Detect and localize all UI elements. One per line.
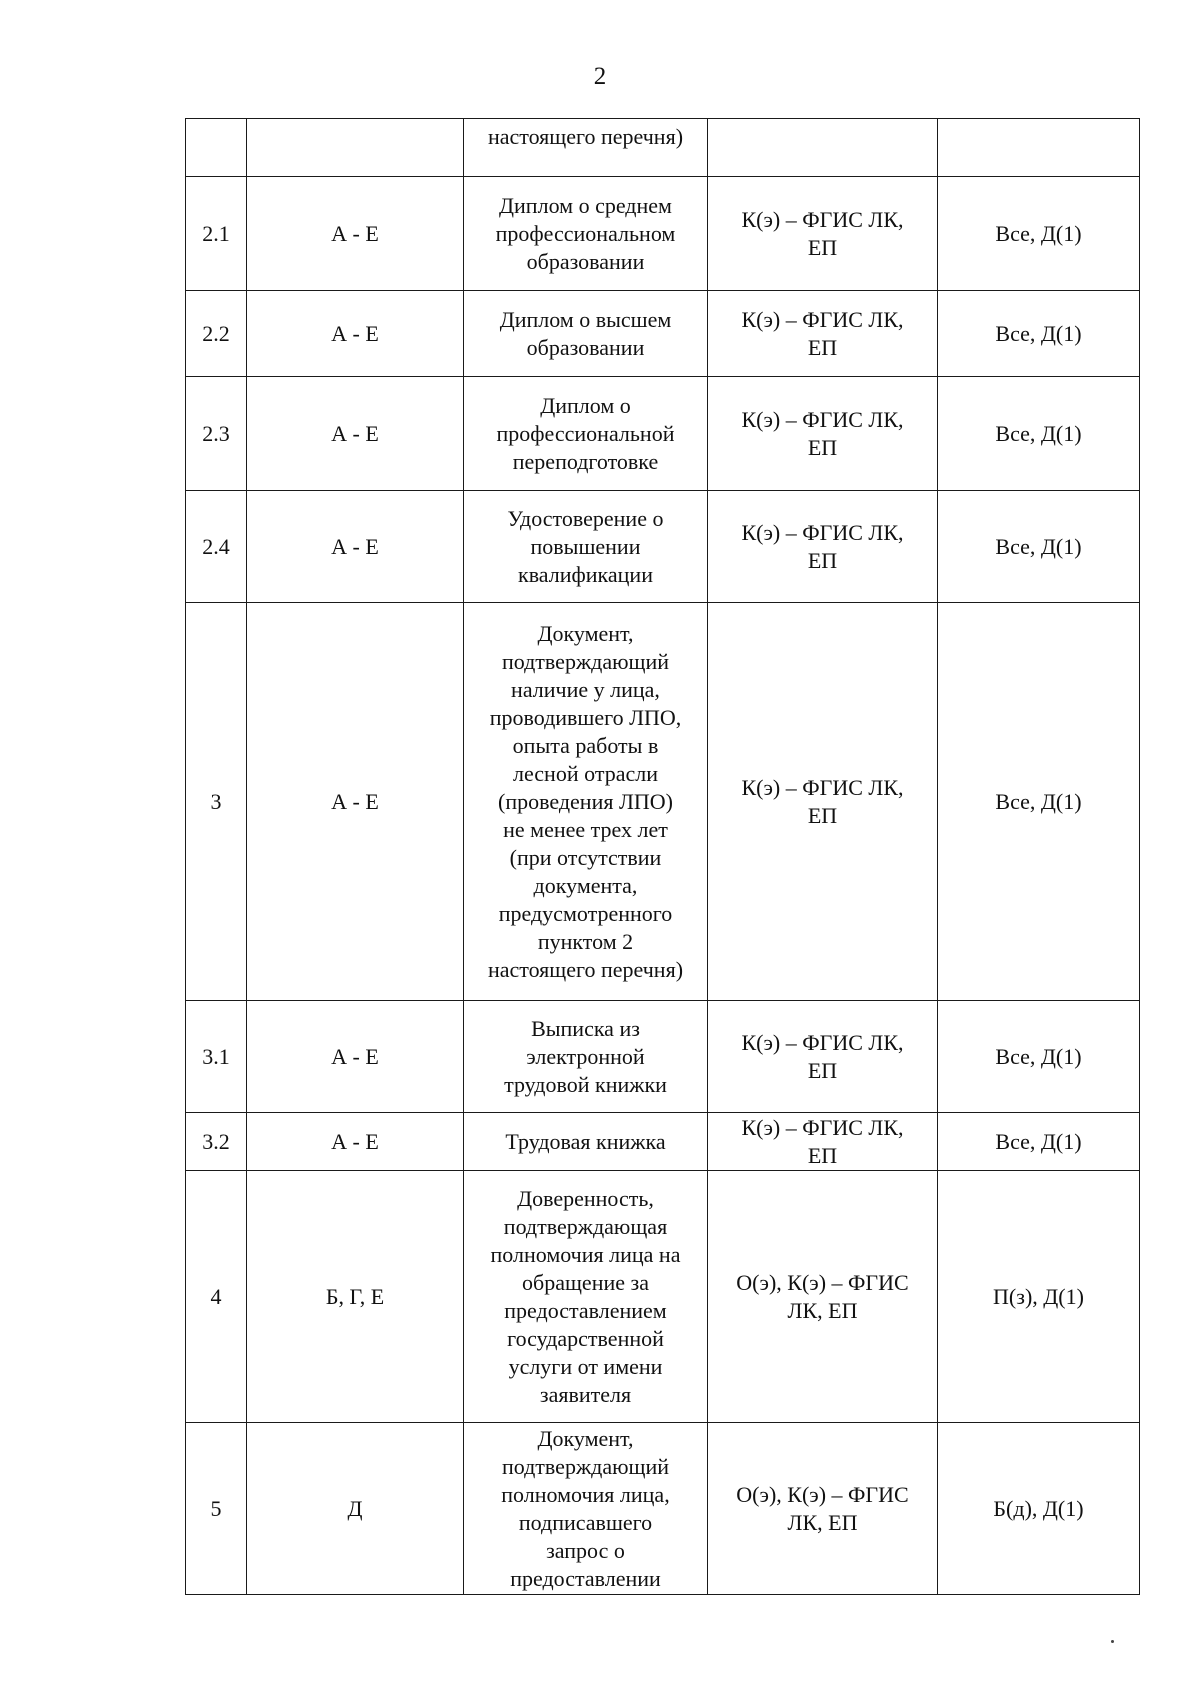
applicability-cell: Все, Д(1) xyxy=(938,177,1140,291)
applicant-category-cell: А - Е xyxy=(247,1113,464,1171)
applicant-category-cell: А - Е xyxy=(247,291,464,377)
applicability-cell: П(з), Д(1) xyxy=(938,1171,1140,1423)
document-name-text: Диплом о высшем образовании xyxy=(499,306,672,360)
submission-method-cell xyxy=(708,1423,938,1595)
applicability-cell: Все, Д(1) xyxy=(938,1001,1140,1113)
row-number-cell: 3.2 xyxy=(186,1113,247,1171)
applicability-cell: Все, Д(1) xyxy=(938,377,1140,491)
submission-method-text: К(э) – ФГИС ЛК, ЕП xyxy=(741,1029,904,1083)
row-number-cell: 5 xyxy=(186,1423,247,1595)
applicability-cell: Б(д), Д(1) xyxy=(938,1423,1140,1595)
applicability-cell xyxy=(938,119,1140,177)
document-name-cell xyxy=(464,603,708,1001)
document-name-text: Документ, подтверждающий наличие у лица, проводившего ЛПО, опыта работы в лесной отрасли (проведения ЛПО) не менее трех лет (при отсутствии документа, предусмотренного пунктом 2 настоящего перечня) xyxy=(487,620,684,982)
page-number: 2 xyxy=(593,63,607,90)
applicant-category-cell: Д xyxy=(247,1423,464,1595)
row-number-cell xyxy=(186,119,247,177)
submission-method-text: О(э), К(э) – ФГИС ЛК, ЕП xyxy=(736,1269,909,1323)
document-name-text: Трудовая книжка xyxy=(505,1128,666,1154)
table-row xyxy=(186,603,1140,1001)
row-number-cell: 2.3 xyxy=(186,377,247,491)
applicant-category-cell: А - Е xyxy=(247,377,464,491)
submission-method-cell xyxy=(708,1001,938,1113)
applicant-category-cell: А - Е xyxy=(247,491,464,603)
submission-method-text: О(э), К(э) – ФГИС ЛК, ЕП xyxy=(736,1481,909,1535)
table-row xyxy=(186,1171,1140,1423)
row-number-cell: 3 xyxy=(186,603,247,1001)
table-row xyxy=(186,1113,1140,1171)
table-row xyxy=(186,491,1140,603)
row-number-cell: 2.4 xyxy=(186,491,247,603)
document-name-text: Выписка из электронной трудовой книжки xyxy=(504,1015,667,1097)
table-row xyxy=(186,177,1140,291)
submission-method-text: К(э) – ФГИС ЛК, ЕП xyxy=(741,1114,904,1168)
row-number-cell: 3.1 xyxy=(186,1001,247,1113)
document-name-text: Удостоверение о повышении квалификации xyxy=(507,505,664,587)
table-row xyxy=(186,377,1140,491)
document-name-cell xyxy=(464,491,708,603)
documents-table xyxy=(185,118,1140,1595)
submission-method-cell xyxy=(708,119,938,177)
submission-method-text: К(э) – ФГИС ЛК, ЕП xyxy=(741,306,904,360)
document-name-text: Диплом о профессиональной переподготовке xyxy=(496,392,675,474)
table-row xyxy=(186,1001,1140,1113)
submission-method-text: К(э) – ФГИС ЛК, ЕП xyxy=(741,519,904,573)
document-name-cell xyxy=(464,1171,708,1423)
submission-method-cell xyxy=(708,603,938,1001)
applicant-category-cell: А - Е xyxy=(247,177,464,291)
row-number-cell: 2.1 xyxy=(186,177,247,291)
applicability-cell: Все, Д(1) xyxy=(938,291,1140,377)
row-number-cell: 4 xyxy=(186,1171,247,1423)
submission-method-cell xyxy=(708,177,938,291)
applicant-category-cell: А - Е xyxy=(247,603,464,1001)
submission-method-text: К(э) – ФГИС ЛК, ЕП xyxy=(741,406,904,460)
applicant-category-cell: А - Е xyxy=(247,1001,464,1113)
document-name-cell xyxy=(464,291,708,377)
document-name-cell xyxy=(464,177,708,291)
submission-method-text: К(э) – ФГИС ЛК, ЕП xyxy=(741,774,904,828)
submission-method-cell xyxy=(708,1113,938,1171)
table-row xyxy=(186,291,1140,377)
submission-method-text: К(э) – ФГИС ЛК, ЕП xyxy=(741,206,904,260)
applicant-category-cell: Б, Г, Е xyxy=(247,1171,464,1423)
table-row xyxy=(186,119,1140,177)
document-name-text: Документ, подтверждающий полномочия лица, подписавшего запрос о предоставлении xyxy=(501,1425,670,1591)
document-name-text: Доверенность, подтверждающая полномочия лица на обращение за предоставлением государственной услуги от имени заявителя xyxy=(490,1185,681,1407)
applicability-cell: Все, Д(1) xyxy=(938,1113,1140,1171)
scan-speck xyxy=(1111,1640,1114,1643)
document-name-cell xyxy=(464,1001,708,1113)
table-row xyxy=(186,1423,1140,1595)
document-name-text: Диплом о среднем профессиональном образовании xyxy=(495,192,676,274)
document-name-cell xyxy=(464,1423,708,1595)
document-name-cell xyxy=(464,1113,708,1171)
submission-method-cell xyxy=(708,377,938,491)
applicability-cell: Все, Д(1) xyxy=(938,491,1140,603)
submission-method-cell xyxy=(708,291,938,377)
document-name-cell xyxy=(464,377,708,491)
document-name-text: настоящего перечня) xyxy=(487,124,684,149)
document-name-cell xyxy=(464,119,708,177)
applicability-cell: Все, Д(1) xyxy=(938,603,1140,1001)
submission-method-cell xyxy=(708,1171,938,1423)
applicant-category-cell xyxy=(247,119,464,177)
submission-method-cell xyxy=(708,491,938,603)
row-number-cell: 2.2 xyxy=(186,291,247,377)
